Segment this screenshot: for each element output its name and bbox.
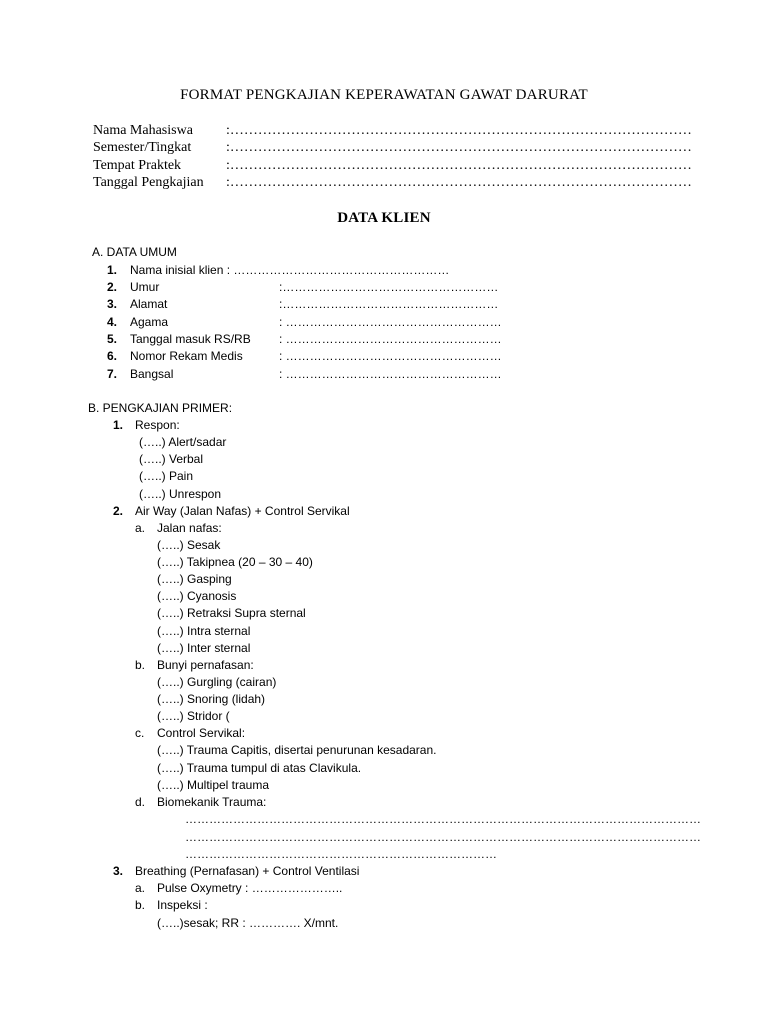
sub-letter: a.	[135, 881, 146, 895]
list-item-number: 2.	[107, 280, 118, 294]
field-value-tempat[interactable]: :………………………………………………………………………………………	[226, 158, 692, 173]
airway-title: Air Way (Jalan Nafas) + Control Servikal	[135, 504, 350, 518]
list-item-number: 4.	[107, 315, 118, 329]
checkbox-option[interactable]: (…..) Unrespon	[139, 487, 222, 501]
list-item-label: Alamat	[130, 297, 168, 311]
sub-letter: b.	[135, 658, 146, 672]
sub-letter: d.	[135, 795, 146, 809]
checkbox-option[interactable]: (…..) Gasping	[157, 572, 232, 586]
checkbox-option[interactable]: (…..)sesak; RR : …………. X/mnt.	[157, 916, 339, 930]
field-value-semester[interactable]: :………………………………………………………………………………………	[226, 140, 692, 155]
checkbox-option[interactable]: (…..) Trauma Capitis, disertai penurunan kesadaran.	[157, 743, 437, 757]
checkbox-option[interactable]: (…..) Snoring (lidah)	[157, 692, 266, 706]
checkbox-option[interactable]: (…..) Intra sternal	[157, 624, 251, 638]
list-item-number: 6.	[107, 349, 118, 363]
section-a-title: A. DATA UMUM	[92, 245, 177, 259]
list-item-number: 3.	[113, 864, 124, 878]
field-label-tempat: Tempat Praktek	[93, 158, 182, 173]
checkbox-option[interactable]: (…..) Pain	[139, 469, 194, 483]
list-item-number: 2.	[113, 504, 124, 518]
checkbox-option[interactable]: (…..) Gurgling (cairan)	[157, 675, 277, 689]
list-item-label: Agama	[130, 315, 169, 329]
respon-title: Respon:	[135, 418, 180, 432]
list-item-value[interactable]: : ………………………………………………	[279, 367, 502, 381]
section-heading-data-klien: DATA KLIEN	[337, 210, 431, 226]
jalan-nafas-title: Jalan nafas:	[157, 521, 222, 535]
checkbox-option[interactable]: (…..) Cyanosis	[157, 589, 237, 603]
checkbox-option[interactable]: (…..) Inter sternal	[157, 641, 251, 655]
list-item-number: 1.	[107, 263, 118, 277]
field-label-nama: Nama Mahasiswa	[93, 123, 193, 138]
list-item-label: Tanggal masuk RS/RB	[130, 332, 251, 346]
bunyi-pernafasan-title: Bunyi pernafasan:	[157, 658, 254, 672]
fill-line[interactable]: …………………………………………………………………………………………………………………	[185, 812, 701, 826]
list-item-label: Nomor Rekam Medis	[130, 349, 243, 363]
sub-letter: b.	[135, 898, 146, 912]
list-item-label: Nama inisial klien : ………………………………………………	[130, 263, 450, 277]
list-item-number: 1.	[113, 418, 124, 432]
list-item-label: Bangsal	[130, 367, 174, 381]
list-item-value[interactable]: : ………………………………………………	[279, 315, 502, 329]
list-item-number: 5.	[107, 332, 118, 346]
field-value-nama[interactable]: :………………………………………………………………………………………	[226, 123, 692, 138]
control-servikal-title: Control Servikal:	[157, 726, 246, 740]
field-label-tanggal: Tanggal Pengkajian	[93, 175, 204, 190]
field-label-semester: Semester/Tingkat	[93, 140, 192, 155]
list-item-number: 3.	[107, 297, 118, 311]
list-item-value[interactable]: :………………………………………………	[279, 280, 499, 294]
inspeksi-title: Inspeksi :	[157, 898, 208, 912]
list-item-label: Umur	[130, 280, 160, 294]
checkbox-option[interactable]: (…..) Alert/sadar	[139, 435, 227, 449]
list-item-value[interactable]: :………………………………………………	[279, 297, 499, 311]
section-b-title: B. PENGKAJIAN PRIMER:	[88, 401, 233, 415]
sub-letter: a.	[135, 521, 146, 535]
checkbox-option[interactable]: (…..) Takipnea (20 – 30 – 40)	[157, 555, 313, 569]
checkbox-option[interactable]: (…..) Sesak	[157, 538, 221, 552]
document-title: FORMAT PENGKAJIAN KEPERAWATAN GAWAT DARURAT	[180, 87, 588, 103]
checkbox-option[interactable]: (…..) Retraksi Supra sternal	[157, 606, 306, 620]
biomekanik-title: Biomekanik Trauma:	[157, 795, 267, 809]
pulse-oxymetry-field[interactable]: Pulse Oxymetry : …………………..	[157, 881, 343, 895]
checkbox-option[interactable]: (…..) Verbal	[139, 452, 204, 466]
fill-line[interactable]: …………………………………………………………………………………………………………………	[185, 830, 701, 844]
fill-line[interactable]: ……………………………………………………………………	[185, 847, 497, 861]
checkbox-option[interactable]: (…..) Multipel trauma	[157, 778, 270, 792]
sub-letter: c.	[135, 726, 145, 740]
checkbox-option[interactable]: (…..) Trauma tumpul di atas Clavikula.	[157, 761, 362, 775]
list-item-number: 7.	[107, 367, 118, 381]
list-item-value[interactable]: : ………………………………………………	[279, 332, 502, 346]
field-value-tanggal[interactable]: :………………………………………………………………………………………	[226, 175, 692, 190]
checkbox-option[interactable]: (…..) Stridor (	[157, 709, 230, 723]
breathing-title: Breathing (Pernafasan) + Control Ventilasi	[135, 864, 360, 878]
list-item-value[interactable]: : ………………………………………………	[279, 349, 502, 363]
